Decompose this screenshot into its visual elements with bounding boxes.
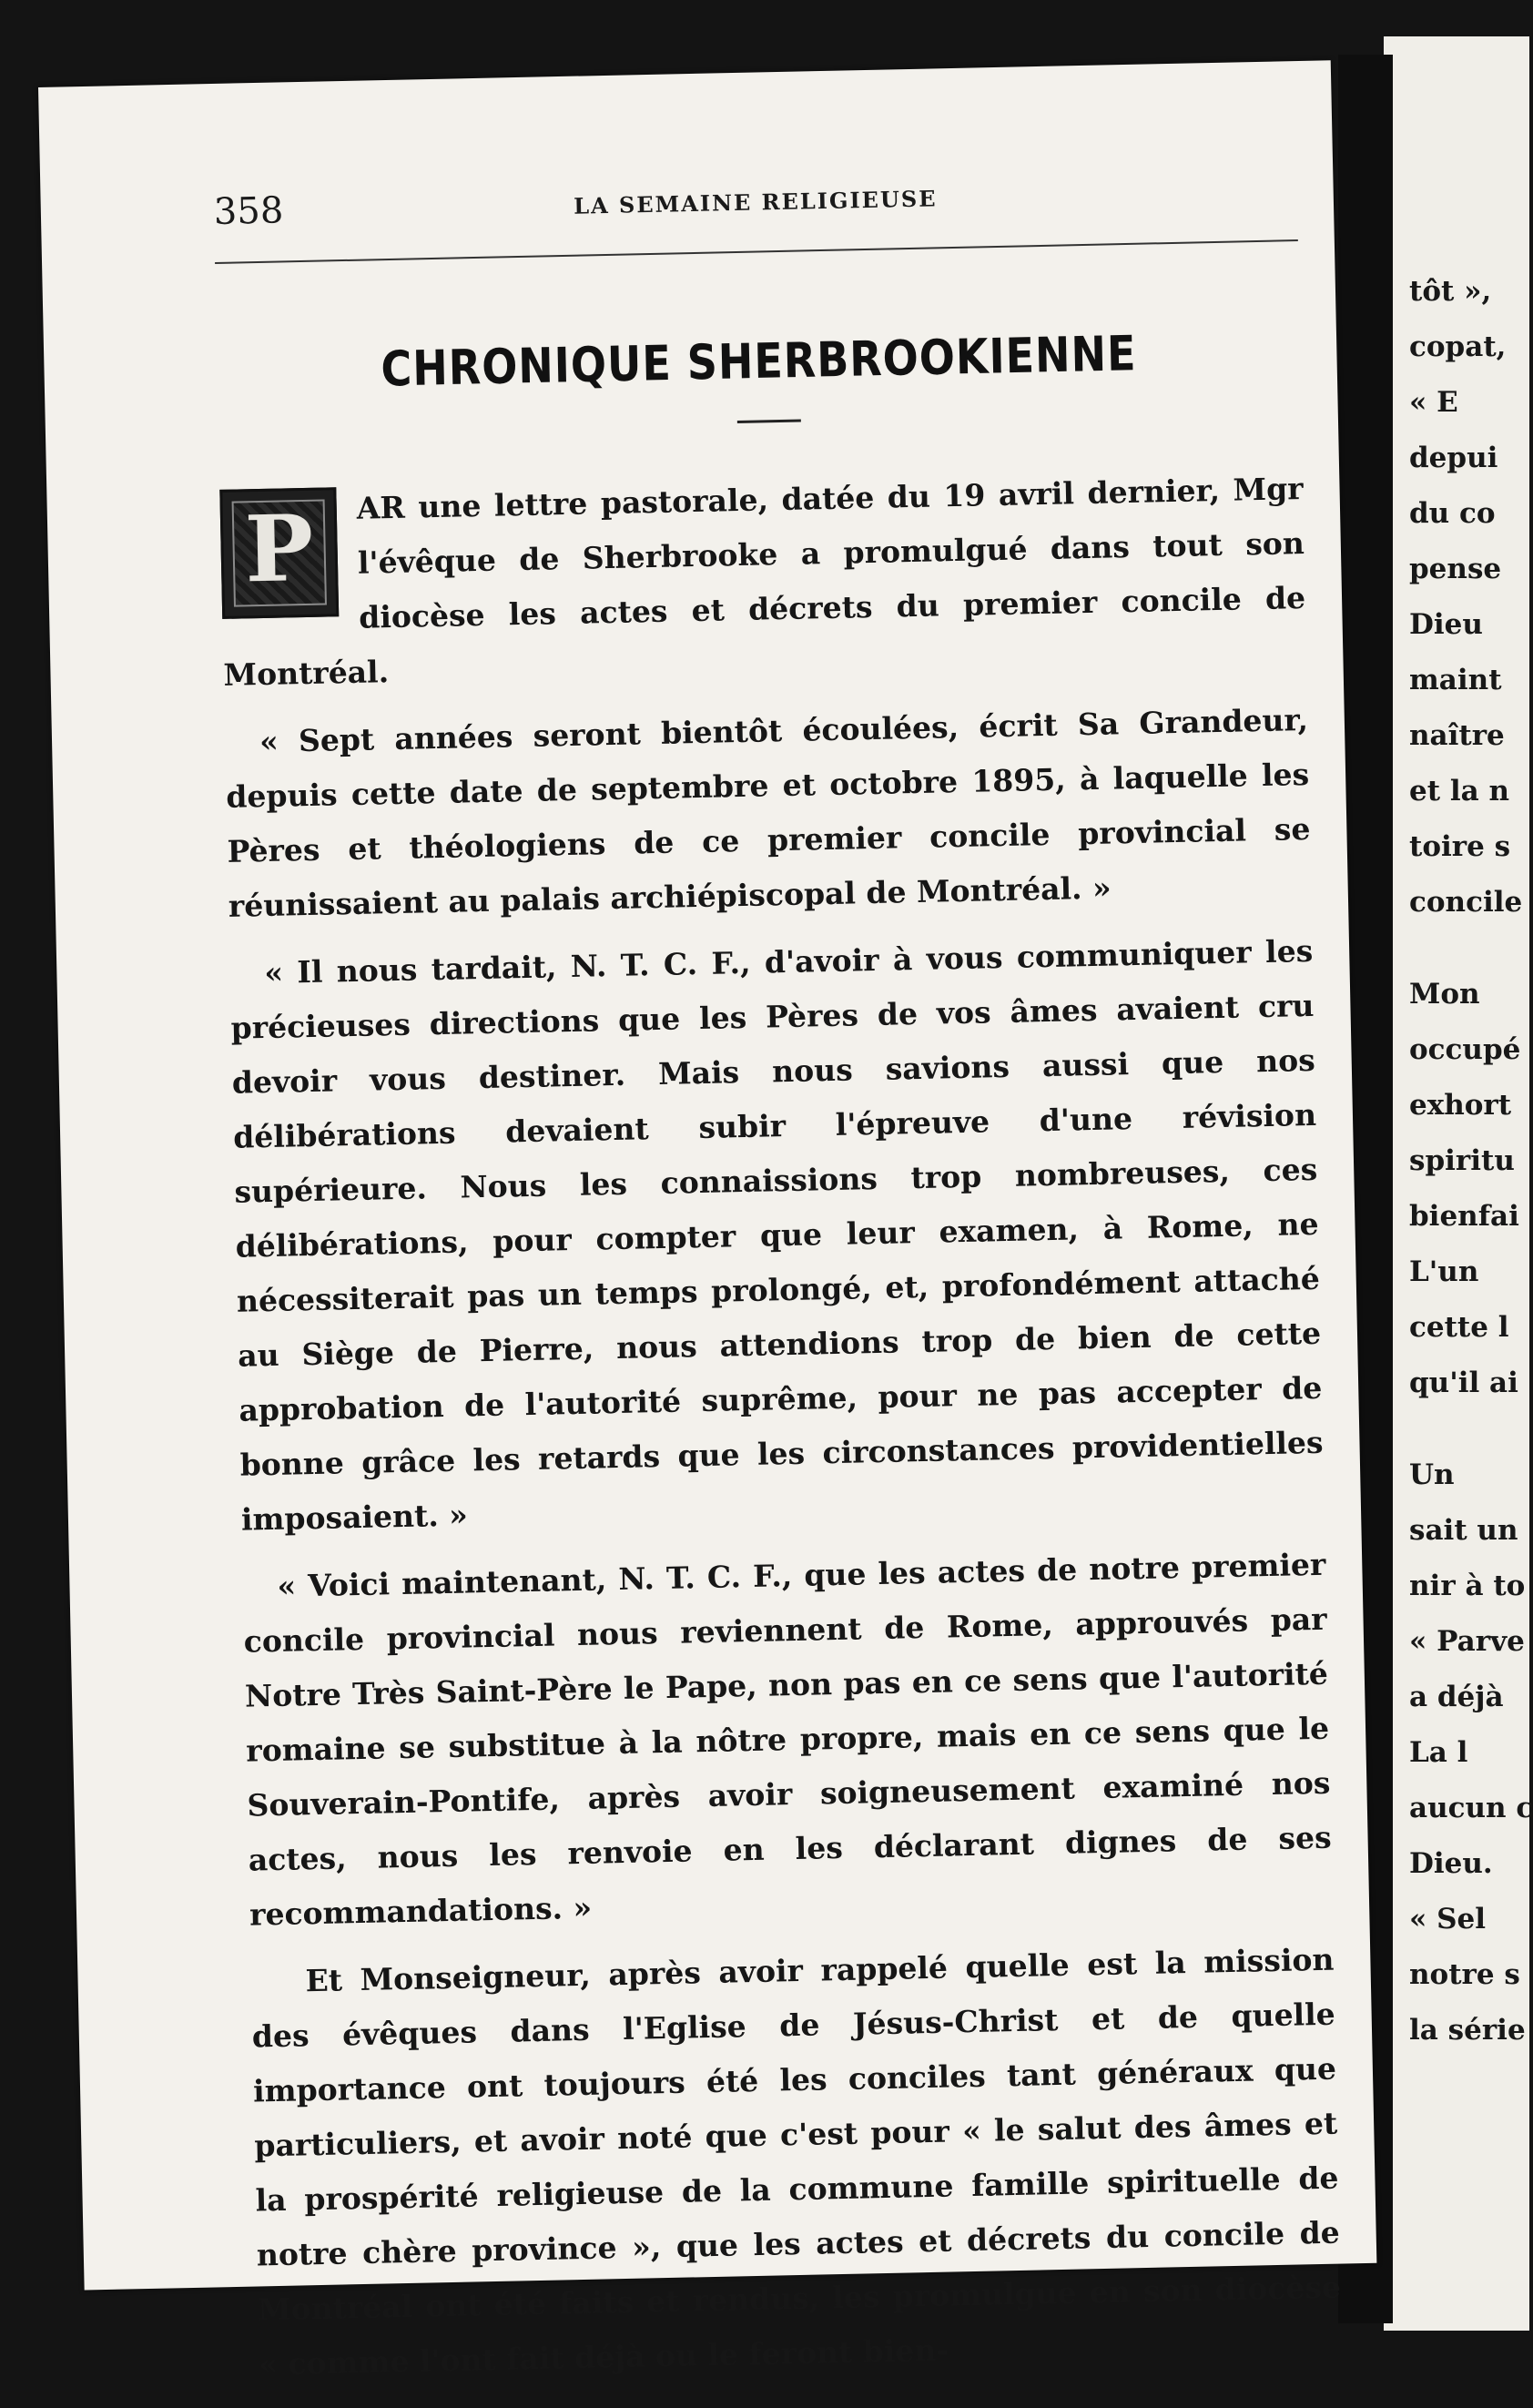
facing-line: Dieu [1409,608,1483,641]
facing-line: spiritu [1409,1144,1515,1177]
facing-line: depui [1409,442,1498,474]
paragraph-3: « Il nous tardait, N. T. C. F., d'avoir à vous communiquer les précieuses directions que les Pères de vos âmes avaient cru devoir vous destiner. Mais nous savions aussi que nos délibérations devaient subir l'épreuve d'une révision supérieure. Nous les connaissions trop nombreuses, ces délibérations, pour compter que leur examen, à Rome, ne nécessiterait pas un temps prolongé, et, profondément attaché au Siège de Pierre, nous attendions trop de bien de cette approbation de l'autorité suprême, pour ne pas accepter de bonne grâce les retards que les circonstances providentielles imposaient. » [230,932,1324,1538]
facing-line: du co [1409,497,1496,530]
facing-line: occupé [1409,1033,1521,1066]
facing-line: nir à to [1409,1570,1526,1602]
paragraph-1-text: AR une lettre pastorale, datée du 19 avril dernier, Mgr l'évêque de Sherbrooke a promulgué dans tout son diocèse les actes et décrets du premier concile de Montréal. [223,471,1306,693]
running-head: LA SEMAINE RELIGIEUSE [573,185,938,219]
facing-line: a déjà [1409,1681,1504,1713]
facing-line: concile [1409,886,1523,919]
facing-line: sait un [1409,1514,1518,1547]
facing-line: La l [1409,1736,1468,1769]
facing-line: « E [1409,386,1458,419]
paragraph-1 [219,462,1307,703]
facing-line: bienfai [1409,1200,1519,1233]
article-title: CHRONIQUE SHERBROOKIENNE [380,324,1138,398]
article-body [219,462,1343,2404]
facing-line: Mon [1409,978,1480,1011]
facing-line: maint [1409,664,1502,696]
facing-line: aucun c [1409,1792,1533,1824]
dropcap-ornament [219,487,339,619]
facing-line: tôt », [1409,275,1492,308]
title-rule [737,420,801,423]
facing-line: copat, [1409,330,1507,363]
facing-line: cette l [1409,1311,1509,1344]
paragraph-2: « Sept années seront bientôt écoulées, écrit Sa Grandeur, depuis cette date de septembre et octobre 1895, à laquelle les Pères et théologiens de ce premier concile provincial se réunissaient au palais archiépiscopal de Montréal. » [225,701,1311,924]
facing-line: la série [1409,2014,1526,2047]
facing-line: exhort [1409,1089,1512,1122]
facing-line [1409,930,1493,967]
paragraph-4: « Voici maintenant, N. T. C. F., que les actes de notre premier concile provincial nous reviennent de Rome, approuvés par Notre Très Saint-Père le Pape, non pas en ce sens que l'autorité romaine se substitue à la nôtre propre, mais en ce sens que le Souverain-Pontife, après avoir soigneusement examiné nos actes, nous les renvoie en les déclarant dignes de ses recommandations. » [243,1546,1332,1933]
facing-line: Dieu. [1409,1847,1493,1880]
facing-line: naître [1409,719,1505,752]
facing-line: notre s [1409,1958,1520,1991]
facing-line: « Parve [1409,1625,1525,1658]
facing-line: L'un [1409,1255,1479,1288]
facing-line: Un [1409,1458,1455,1491]
left-page [38,60,1376,2383]
header-rule [215,239,1298,264]
facing-line: qu'il ai [1409,1367,1518,1399]
dropcap-letter: P [243,493,315,604]
facing-line [1409,1411,1493,1448]
facing-line: toire s [1409,830,1511,863]
paragraph-5: Et Monseigneur, après avoir rappelé quelle est la mission des évêques dans l'Eglise de Jésus-Christ et de quelle importance ont toujours été les conciles tant généraux que particuliers, et avoir noté que c'est pour « le salut des âmes et la prospérité religieuse de la commune famille spirituelle de notre chère province », que les actes et décrets du concile de Montréal ont été faits et rendus, les promulgue en son diocèse « comme l'ont fait déjà ou le feront bien- [251,1941,1342,2383]
facing-line: « Sel [1409,1903,1487,1936]
page-header [213,168,1297,246]
page-number: 358 [213,189,284,233]
facing-line: pense [1409,553,1502,585]
facing-page-text [1409,264,1533,2058]
facing-line: et la n [1409,775,1510,808]
